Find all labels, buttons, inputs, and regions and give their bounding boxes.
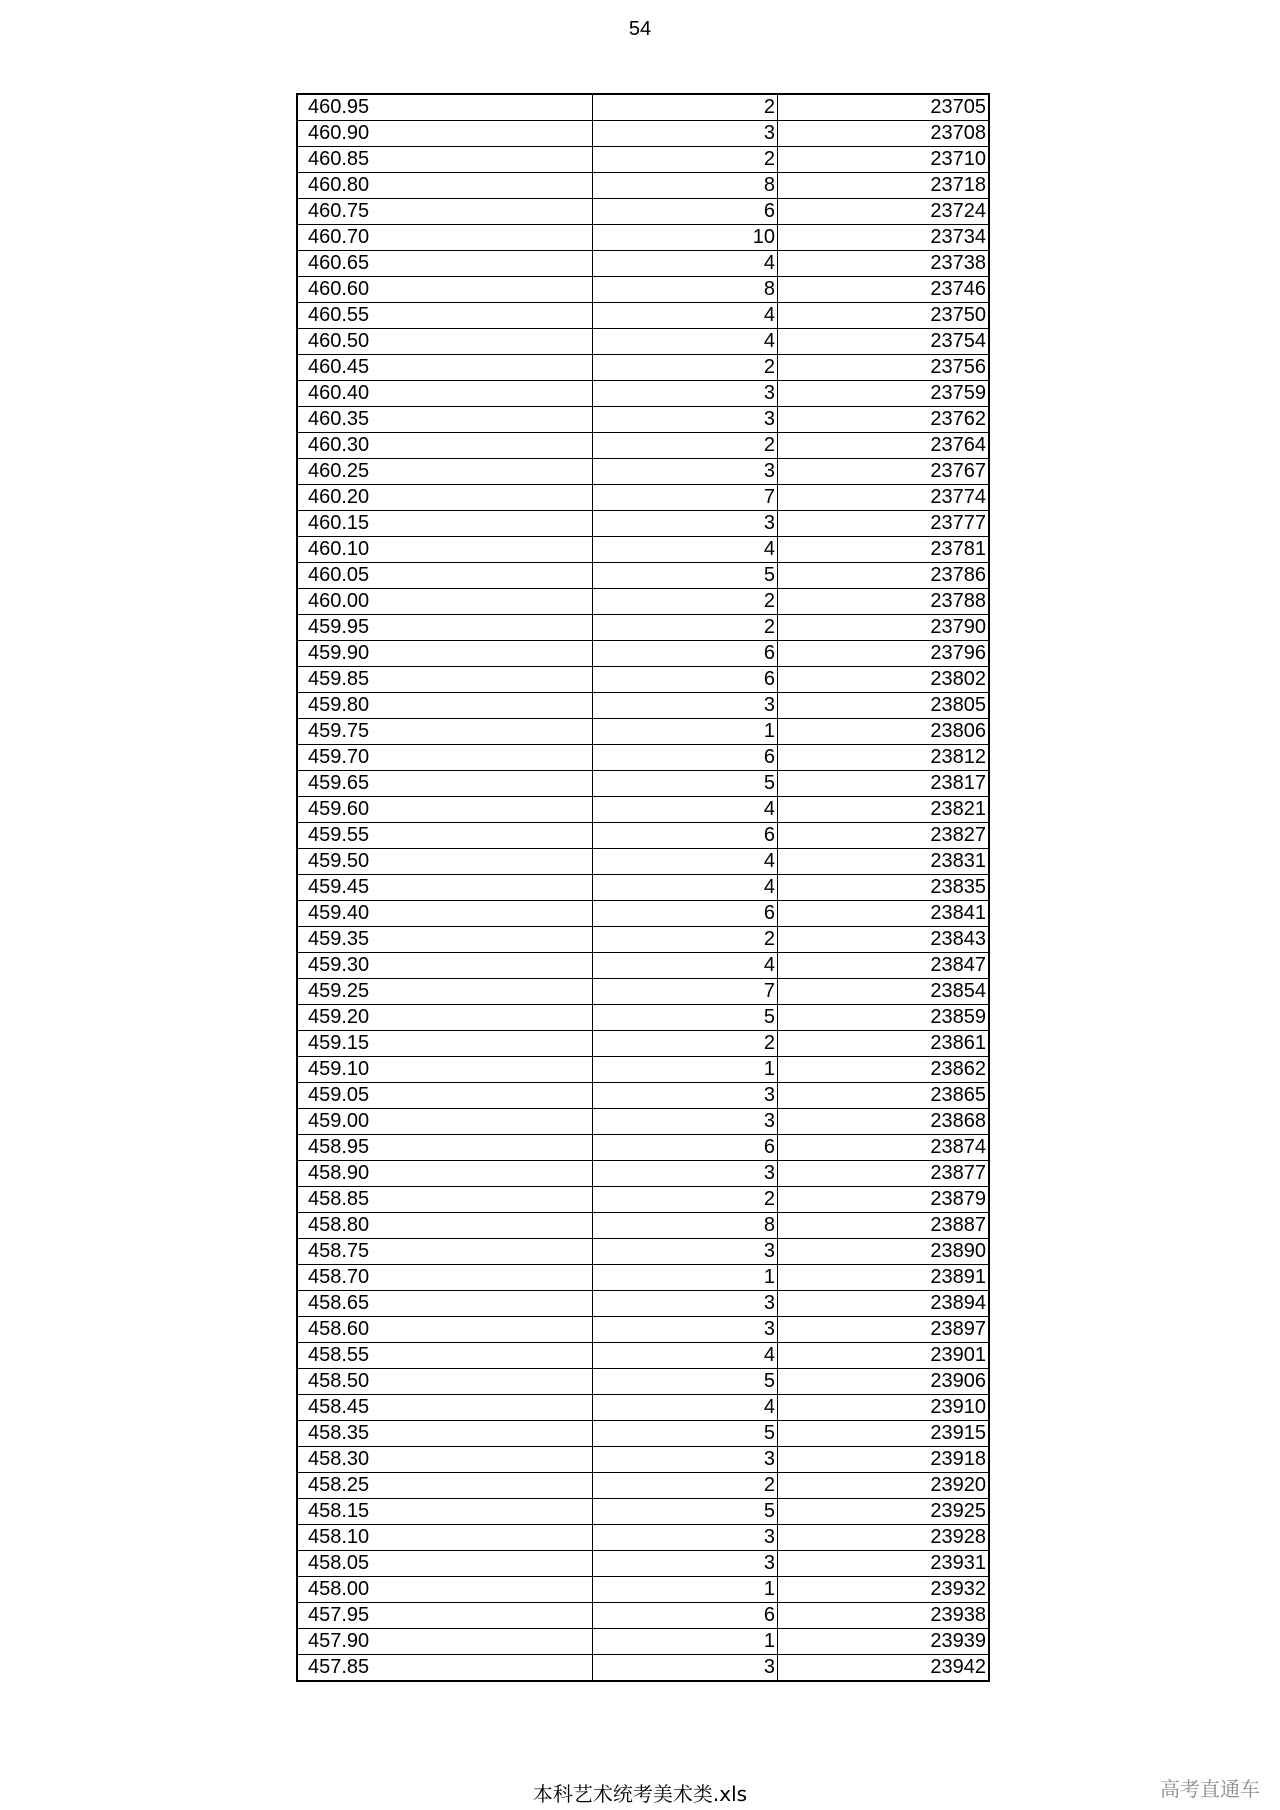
cumulative-cell: 23938 [778, 1603, 990, 1629]
score-cell: 459.60 [297, 797, 593, 823]
table-row [297, 1655, 989, 1682]
cumulative-cell: 23708 [778, 121, 990, 147]
cumulative-cell: 23942 [778, 1655, 990, 1682]
count-cell: 3 [593, 693, 778, 719]
count-cell: 3 [593, 1447, 778, 1473]
score-cell: 460.30 [297, 433, 593, 459]
count-cell: 3 [593, 1655, 778, 1682]
count-cell: 2 [593, 94, 778, 121]
cumulative-cell: 23910 [778, 1395, 990, 1421]
score-cell: 460.65 [297, 251, 593, 277]
cumulative-cell: 23756 [778, 355, 990, 381]
table-row [297, 121, 989, 147]
cumulative-cell: 23891 [778, 1265, 990, 1291]
score-cell: 459.65 [297, 771, 593, 797]
table-row [297, 641, 989, 667]
score-cell: 458.90 [297, 1161, 593, 1187]
table-row [297, 1239, 989, 1265]
cumulative-cell: 23746 [778, 277, 990, 303]
score-cell: 460.15 [297, 511, 593, 537]
table-row [297, 1603, 989, 1629]
score-cell: 460.80 [297, 173, 593, 199]
count-cell: 1 [593, 1577, 778, 1603]
table-row [297, 797, 989, 823]
cumulative-cell: 23827 [778, 823, 990, 849]
table-row [297, 381, 989, 407]
score-cell: 458.30 [297, 1447, 593, 1473]
table-row [297, 953, 989, 979]
score-cell: 459.85 [297, 667, 593, 693]
cumulative-cell: 23862 [778, 1057, 990, 1083]
cumulative-cell: 23759 [778, 381, 990, 407]
score-cell: 459.45 [297, 875, 593, 901]
score-table-body [297, 94, 989, 1681]
table-row [297, 225, 989, 251]
cumulative-cell: 23865 [778, 1083, 990, 1109]
score-cell: 460.60 [297, 277, 593, 303]
table-row [297, 927, 989, 953]
score-cell: 459.50 [297, 849, 593, 875]
cumulative-cell: 23859 [778, 1005, 990, 1031]
count-cell: 4 [593, 797, 778, 823]
cumulative-cell: 23774 [778, 485, 990, 511]
cumulative-cell: 23718 [778, 173, 990, 199]
score-cell: 457.90 [297, 1629, 593, 1655]
count-cell: 3 [593, 121, 778, 147]
table-row [297, 875, 989, 901]
score-cell: 460.95 [297, 94, 593, 121]
cumulative-cell: 23812 [778, 745, 990, 771]
cumulative-cell: 23750 [778, 303, 990, 329]
table-row [297, 1213, 989, 1239]
count-cell: 4 [593, 953, 778, 979]
count-cell: 8 [593, 173, 778, 199]
count-cell: 7 [593, 979, 778, 1005]
table-row [297, 199, 989, 225]
count-cell: 5 [593, 1005, 778, 1031]
cumulative-cell: 23817 [778, 771, 990, 797]
score-cell: 459.70 [297, 745, 593, 771]
count-cell: 6 [593, 1135, 778, 1161]
table-row [297, 979, 989, 1005]
count-cell: 6 [593, 745, 778, 771]
cumulative-cell: 23835 [778, 875, 990, 901]
score-cell: 460.40 [297, 381, 593, 407]
count-cell: 4 [593, 849, 778, 875]
score-cell: 460.20 [297, 485, 593, 511]
count-cell: 2 [593, 615, 778, 641]
table-row [297, 823, 989, 849]
table-row [297, 1031, 989, 1057]
cumulative-cell: 23841 [778, 901, 990, 927]
count-cell: 5 [593, 1499, 778, 1525]
score-cell: 458.95 [297, 1135, 593, 1161]
score-cell: 460.25 [297, 459, 593, 485]
cumulative-cell: 23777 [778, 511, 990, 537]
score-cell: 459.15 [297, 1031, 593, 1057]
cumulative-cell: 23847 [778, 953, 990, 979]
table-row [297, 563, 989, 589]
count-cell: 3 [593, 1291, 778, 1317]
count-cell: 3 [593, 1239, 778, 1265]
table-row [297, 1421, 989, 1447]
table-row [297, 1525, 989, 1551]
cumulative-cell: 23931 [778, 1551, 990, 1577]
count-cell: 3 [593, 1551, 778, 1577]
count-cell: 3 [593, 407, 778, 433]
count-cell: 4 [593, 303, 778, 329]
cumulative-cell: 23861 [778, 1031, 990, 1057]
score-cell: 458.85 [297, 1187, 593, 1213]
table-row [297, 745, 989, 771]
cumulative-cell: 23918 [778, 1447, 990, 1473]
cumulative-cell: 23890 [778, 1239, 990, 1265]
score-cell: 460.50 [297, 329, 593, 355]
count-cell: 6 [593, 199, 778, 225]
score-cell: 458.10 [297, 1525, 593, 1551]
cumulative-cell: 23925 [778, 1499, 990, 1525]
table-row [297, 771, 989, 797]
table-row [297, 1161, 989, 1187]
cumulative-cell: 23932 [778, 1577, 990, 1603]
table-row [297, 1291, 989, 1317]
table-row [297, 147, 989, 173]
cumulative-cell: 23915 [778, 1421, 990, 1447]
cumulative-cell: 23868 [778, 1109, 990, 1135]
score-cell: 460.05 [297, 563, 593, 589]
score-cell: 459.90 [297, 641, 593, 667]
count-cell: 4 [593, 875, 778, 901]
table-row [297, 1629, 989, 1655]
score-cell: 458.05 [297, 1551, 593, 1577]
count-cell: 6 [593, 641, 778, 667]
score-cell: 458.00 [297, 1577, 593, 1603]
score-cell: 460.55 [297, 303, 593, 329]
table-row [297, 1551, 989, 1577]
score-cell: 459.95 [297, 615, 593, 641]
score-cell: 458.75 [297, 1239, 593, 1265]
score-cell: 458.35 [297, 1421, 593, 1447]
count-cell: 3 [593, 1161, 778, 1187]
table-row [297, 511, 989, 537]
count-cell: 3 [593, 511, 778, 537]
score-cell: 458.60 [297, 1317, 593, 1343]
score-cell: 460.70 [297, 225, 593, 251]
score-cell: 458.50 [297, 1369, 593, 1395]
score-cell: 459.20 [297, 1005, 593, 1031]
table-row [297, 1499, 989, 1525]
cumulative-cell: 23901 [778, 1343, 990, 1369]
score-cell: 460.90 [297, 121, 593, 147]
table-row [297, 1005, 989, 1031]
count-cell: 8 [593, 277, 778, 303]
count-cell: 2 [593, 433, 778, 459]
cumulative-cell: 23894 [778, 1291, 990, 1317]
table-row [297, 719, 989, 745]
cumulative-cell: 23724 [778, 199, 990, 225]
count-cell: 4 [593, 1343, 778, 1369]
score-cell: 460.45 [297, 355, 593, 381]
count-cell: 6 [593, 667, 778, 693]
score-cell: 459.55 [297, 823, 593, 849]
score-cell: 458.65 [297, 1291, 593, 1317]
table-row [297, 329, 989, 355]
count-cell: 5 [593, 1421, 778, 1447]
score-cell: 458.55 [297, 1343, 593, 1369]
score-cell: 459.40 [297, 901, 593, 927]
table-row [297, 277, 989, 303]
watermark: 高考直通车 [1160, 1777, 1260, 1801]
count-cell: 6 [593, 901, 778, 927]
table-row [297, 1265, 989, 1291]
cumulative-cell: 23734 [778, 225, 990, 251]
cumulative-cell: 23796 [778, 641, 990, 667]
score-table [296, 93, 990, 1682]
cumulative-cell: 23906 [778, 1369, 990, 1395]
cumulative-cell: 23764 [778, 433, 990, 459]
count-cell: 10 [593, 225, 778, 251]
score-cell: 459.35 [297, 927, 593, 953]
cumulative-cell: 23939 [778, 1629, 990, 1655]
score-cell: 460.10 [297, 537, 593, 563]
score-cell: 458.70 [297, 1265, 593, 1291]
score-cell: 460.00 [297, 589, 593, 615]
cumulative-cell: 23897 [778, 1317, 990, 1343]
cumulative-cell: 23802 [778, 667, 990, 693]
count-cell: 1 [593, 719, 778, 745]
score-cell: 458.25 [297, 1473, 593, 1499]
score-cell: 459.05 [297, 1083, 593, 1109]
cumulative-cell: 23705 [778, 94, 990, 121]
table-row [297, 1343, 989, 1369]
cumulative-cell: 23738 [778, 251, 990, 277]
table-row [297, 459, 989, 485]
footer-filename: 本科艺术统考美术类.xls [532, 1782, 748, 1806]
table-row [297, 1369, 989, 1395]
cumulative-cell: 23887 [778, 1213, 990, 1239]
score-cell: 458.80 [297, 1213, 593, 1239]
table-row [297, 407, 989, 433]
cumulative-cell: 23710 [778, 147, 990, 173]
cumulative-cell: 23786 [778, 563, 990, 589]
cumulative-cell: 23879 [778, 1187, 990, 1213]
table-row [297, 849, 989, 875]
table-row [297, 173, 989, 199]
cumulative-cell: 23854 [778, 979, 990, 1005]
cumulative-cell: 23831 [778, 849, 990, 875]
table-row [297, 485, 989, 511]
cumulative-cell: 23767 [778, 459, 990, 485]
cumulative-cell: 23843 [778, 927, 990, 953]
table-row [297, 1083, 989, 1109]
table-row [297, 1447, 989, 1473]
table-row [297, 303, 989, 329]
cumulative-cell: 23754 [778, 329, 990, 355]
table-row [297, 537, 989, 563]
score-cell: 460.85 [297, 147, 593, 173]
cumulative-cell: 23806 [778, 719, 990, 745]
count-cell: 3 [593, 1525, 778, 1551]
score-cell: 459.25 [297, 979, 593, 1005]
cumulative-cell: 23805 [778, 693, 990, 719]
cumulative-cell: 23874 [778, 1135, 990, 1161]
table-row [297, 615, 989, 641]
score-cell: 458.45 [297, 1395, 593, 1421]
count-cell: 1 [593, 1265, 778, 1291]
count-cell: 1 [593, 1057, 778, 1083]
count-cell: 2 [593, 1187, 778, 1213]
count-cell: 2 [593, 927, 778, 953]
cumulative-cell: 23877 [778, 1161, 990, 1187]
table-row [297, 94, 989, 121]
score-cell: 457.85 [297, 1655, 593, 1682]
table-row [297, 1317, 989, 1343]
count-cell: 5 [593, 563, 778, 589]
count-cell: 4 [593, 537, 778, 563]
count-cell: 6 [593, 1603, 778, 1629]
count-cell: 4 [593, 1395, 778, 1421]
count-cell: 5 [593, 771, 778, 797]
table-row [297, 1057, 989, 1083]
count-cell: 3 [593, 1109, 778, 1135]
table-row [297, 433, 989, 459]
score-cell: 459.10 [297, 1057, 593, 1083]
cumulative-cell: 23790 [778, 615, 990, 641]
cumulative-cell: 23788 [778, 589, 990, 615]
count-cell: 4 [593, 329, 778, 355]
count-cell: 2 [593, 147, 778, 173]
count-cell: 2 [593, 589, 778, 615]
score-cell: 459.75 [297, 719, 593, 745]
count-cell: 6 [593, 823, 778, 849]
table-row [297, 1109, 989, 1135]
table-row [297, 1135, 989, 1161]
table-row [297, 589, 989, 615]
count-cell: 3 [593, 381, 778, 407]
count-cell: 7 [593, 485, 778, 511]
count-cell: 8 [593, 1213, 778, 1239]
cumulative-cell: 23928 [778, 1525, 990, 1551]
cumulative-cell: 23821 [778, 797, 990, 823]
table-row [297, 1187, 989, 1213]
score-cell: 458.15 [297, 1499, 593, 1525]
count-cell: 3 [593, 1317, 778, 1343]
table-row [297, 1577, 989, 1603]
table-row [297, 667, 989, 693]
cumulative-cell: 23762 [778, 407, 990, 433]
page-number: 54 [628, 18, 652, 40]
score-cell: 460.35 [297, 407, 593, 433]
count-cell: 2 [593, 355, 778, 381]
count-cell: 4 [593, 251, 778, 277]
table-row [297, 693, 989, 719]
table-row [297, 355, 989, 381]
table-row [297, 1473, 989, 1499]
count-cell: 2 [593, 1031, 778, 1057]
count-cell: 2 [593, 1473, 778, 1499]
cumulative-cell: 23920 [778, 1473, 990, 1499]
cumulative-cell: 23781 [778, 537, 990, 563]
count-cell: 5 [593, 1369, 778, 1395]
table-row [297, 251, 989, 277]
table-row [297, 1395, 989, 1421]
score-cell: 459.00 [297, 1109, 593, 1135]
count-cell: 3 [593, 459, 778, 485]
score-cell: 459.80 [297, 693, 593, 719]
score-cell: 460.75 [297, 199, 593, 225]
count-cell: 3 [593, 1083, 778, 1109]
table-row [297, 901, 989, 927]
score-cell: 459.30 [297, 953, 593, 979]
score-cell: 457.95 [297, 1603, 593, 1629]
count-cell: 1 [593, 1629, 778, 1655]
